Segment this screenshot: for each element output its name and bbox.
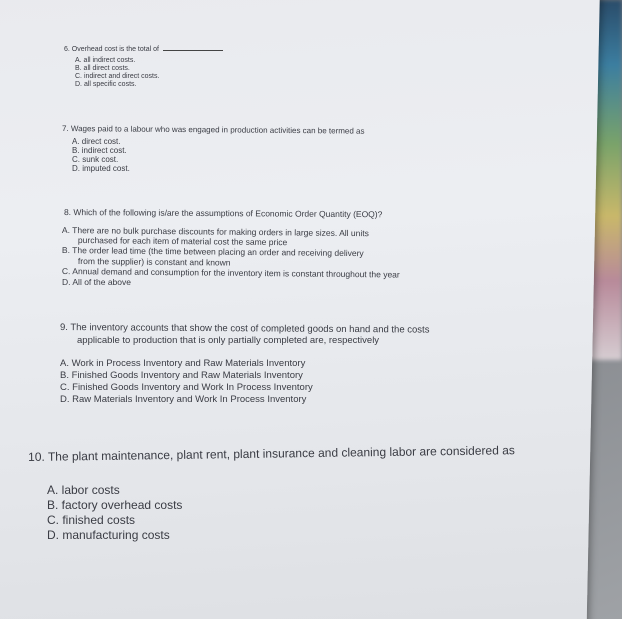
question-8-option-d: D. All of the above	[62, 277, 131, 287]
question-7-stem: 7. Wages paid to a labour who was engaged in production activities can be termed as	[61, 124, 365, 136]
question-8-option-c: C. Annual demand and consumption for the inventory item is constant throughout the year	[61, 266, 400, 280]
question-7-option-a: A. direct cost.	[72, 137, 121, 146]
question-8-option-b-cont: from the supplier) is constant and known	[77, 256, 231, 268]
question-9-stem: 9. The inventory accounts that show the cost of completed goods on hand and the costs	[59, 322, 430, 336]
question-10-option-c: C. finished costs	[47, 513, 136, 527]
question-10-option-d: D. manufacturing costs	[47, 528, 170, 542]
question-7-option-c: C. sunk cost.	[72, 155, 119, 164]
question-6-option-d: D. all specific costs.	[75, 81, 137, 88]
question-6-stem	[64, 42, 223, 53]
question-6-text: 6. Overhead cost is the total of	[64, 46, 159, 53]
question-8-option-a: A. There are no bulk purchase discounts for making orders in large sizes. All units	[61, 225, 369, 239]
question-7-option-b: B. indirect cost.	[72, 146, 127, 155]
question-6-option-c: C. indirect and direct costs.	[75, 73, 160, 80]
question-6-option-b: B. all direct costs.	[75, 65, 130, 72]
question-8-option-b: B. The order lead time (the time between placing an order and receiving delivery	[61, 245, 364, 259]
question-9-option-a: A. Work in Process Inventory and Raw Materials Inventory	[60, 358, 306, 369]
question-9-option-d: D. Raw Materials Inventory and Work In Process Inventory	[60, 394, 307, 405]
question-10-option-a: A. labor costs	[47, 483, 120, 497]
question-7-option-d: D. imputed cost.	[72, 164, 130, 173]
question-8-stem: 8. Which of the following is/are the assumptions of Economic Order Quantity (EOQ)?	[63, 207, 383, 220]
question-8-option-a-cont: purchased for each item of material cost the same price	[77, 235, 288, 248]
question-9-stem-cont: applicable to production that is only partially completed are, respectively	[77, 335, 380, 346]
question-10-option-b: B. factory overhead costs	[47, 498, 183, 512]
question-9-option-c: C. Finished Goods Inventory and Work In Process Inventory	[60, 382, 313, 393]
question-10-stem: 10. The plant maintenance, plant rent, plant insurance and cleaning labor are considered as	[28, 443, 515, 464]
answer-blank	[163, 42, 223, 51]
question-6-option-a: A. all indirect costs.	[75, 57, 136, 64]
question-9-option-b: B. Finished Goods Inventory and Raw Materials Inventory	[60, 370, 303, 381]
